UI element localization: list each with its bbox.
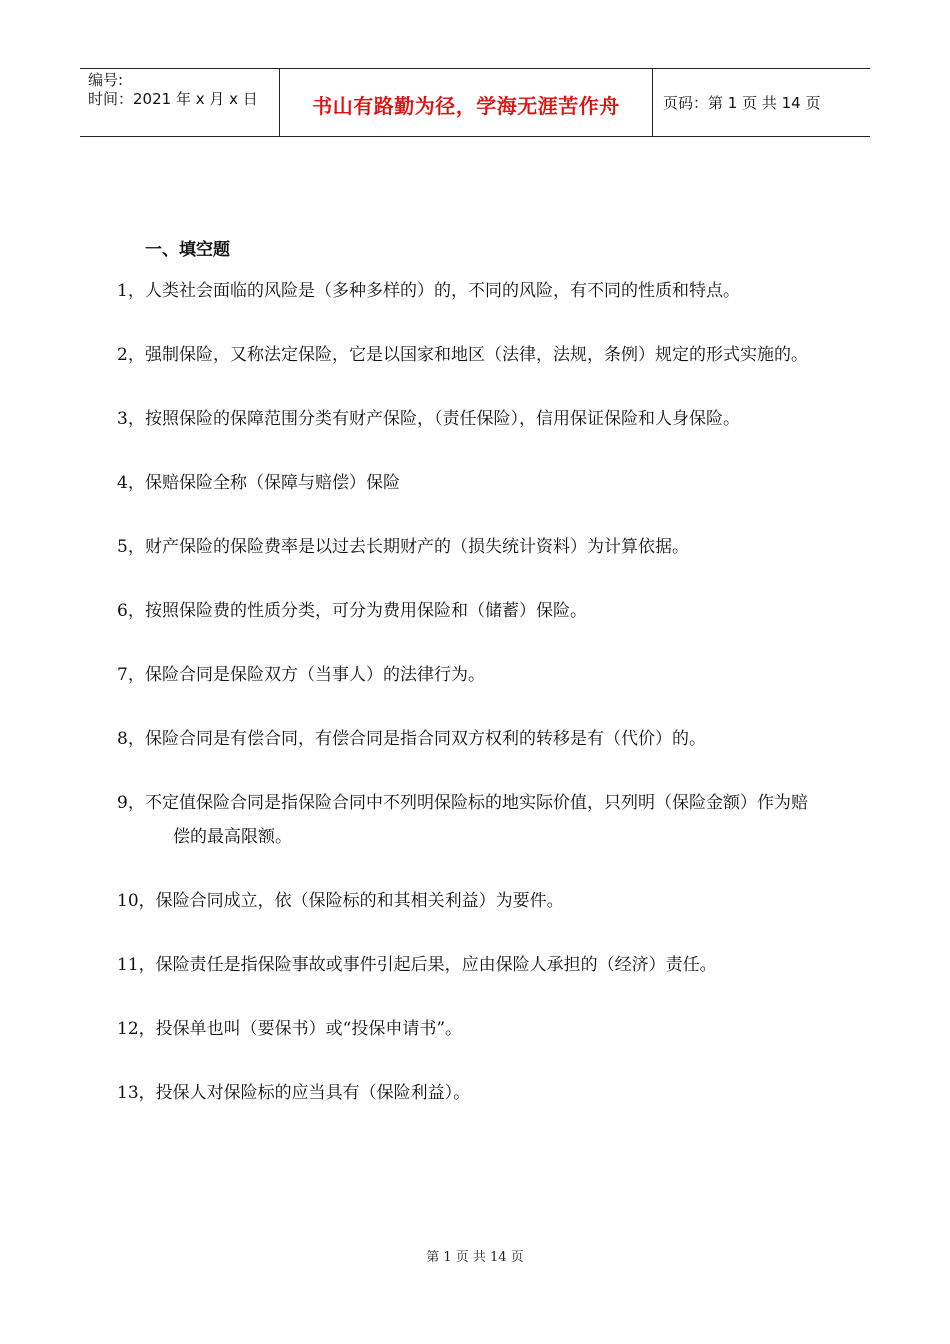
list-item: 9，不定值保险合同是指保险合同中不列明保险标的地实际价值，只列明（保险金额）作为赔偿的最高限额。 (117, 793, 808, 847)
footer-page-number: 第 1 页 共 14 页 (426, 1250, 524, 1265)
item-text: 强制保险，又称法定保险，它是以国家和地区（法律，法规，条例）规定的形式实施的。 (145, 345, 808, 365)
page-footer (0, 1246, 950, 1265)
item-text: 投保单也叫（要保书）或“投保申请书”。 (155, 1019, 463, 1039)
header-motto: 书山有路勤为径，学海无涯苦作舟 (312, 94, 620, 118)
item-text: 保险合同是有偿合同，有偿合同是指合同双方权利的转移是有（代价）的。 (145, 729, 706, 749)
list-item (117, 1076, 815, 1110)
item-text: 不定值保险合同是指保险合同中不列明保险标的地实际价值，只列明（保险金额）作为赔偿的最高限额。 (145, 793, 808, 847)
item-text: 财产保险的保险费率是以过去长期财产的（损失统计资料）为计算依据。 (145, 537, 689, 557)
item-number: 10， (117, 891, 156, 911)
section-title: 一、填空题 (145, 240, 230, 260)
header-page-info: 页码：第 1 页 共 14 页 (663, 94, 821, 112)
list-item: 4，保赔保险全称（保障与赔偿）保险 (117, 473, 400, 493)
item-text: 保赔保险全称（保障与赔偿）保险 (145, 473, 400, 493)
list-item: 1，人类社会面临的风险是（多种多样的）的，不同的风险，有不同的性质和特点。 (117, 281, 740, 301)
document-number-label: 编号: (88, 71, 124, 89)
header-page-info-cell (653, 69, 870, 136)
document-date: 时间：2021 年 x 月 x 日 (88, 90, 258, 108)
item-text: 人类社会面临的风险是（多种多样的）的，不同的风险，有不同的性质和特点。 (145, 281, 740, 301)
item-text: 保险责任是指保险事故或事件引起后果，应由保险人承担的（经济）责任。 (155, 955, 717, 975)
header-meta (80, 69, 280, 136)
list-item: 8，保险合同是有偿合同，有偿合同是指合同双方权利的转移是有（代价）的。 (117, 729, 706, 749)
list-item: 7，保险合同是保险双方（当事人）的法律行为。 (117, 665, 485, 685)
document-body (117, 238, 815, 1140)
item-number: 12， (117, 1019, 156, 1039)
item-number: 13， (117, 1083, 156, 1103)
list-item: 2，强制保险，又称法定保险，它是以国家和地区（法律，法规，条例）规定的形式实施的。 (117, 345, 808, 365)
item-text: 投保人对保险标的应当具有（保险利益）。 (155, 1083, 471, 1103)
list-item (117, 948, 815, 982)
item-number: 11， (117, 955, 156, 975)
list-item: 5，财产保险的保险费率是以过去长期财产的（损失统计资料）为计算依据。 (117, 537, 689, 557)
list-item: 6，按照保险费的性质分类，可分为费用保险和（储蓄）保险。 (117, 601, 587, 621)
header-motto-cell (280, 69, 653, 136)
item-text: 按照保险的保障范围分类有财产保险，（责任保险），信用保证保险和人身保险。 (145, 409, 740, 429)
list-item (117, 1012, 815, 1046)
item-text: 保险合同是保险双方（当事人）的法律行为。 (145, 665, 485, 685)
list-item: 3，按照保险的保障范围分类有财产保险，（责任保险），信用保证保险和人身保险。 (117, 409, 740, 429)
list-item (117, 884, 815, 918)
item-text: 按照保险费的性质分类，可分为费用保险和（储蓄）保险。 (145, 601, 587, 621)
item-text: 保险合同成立，依（保险标的和其相关利益）为要件。 (155, 891, 564, 911)
page-header (80, 68, 870, 137)
